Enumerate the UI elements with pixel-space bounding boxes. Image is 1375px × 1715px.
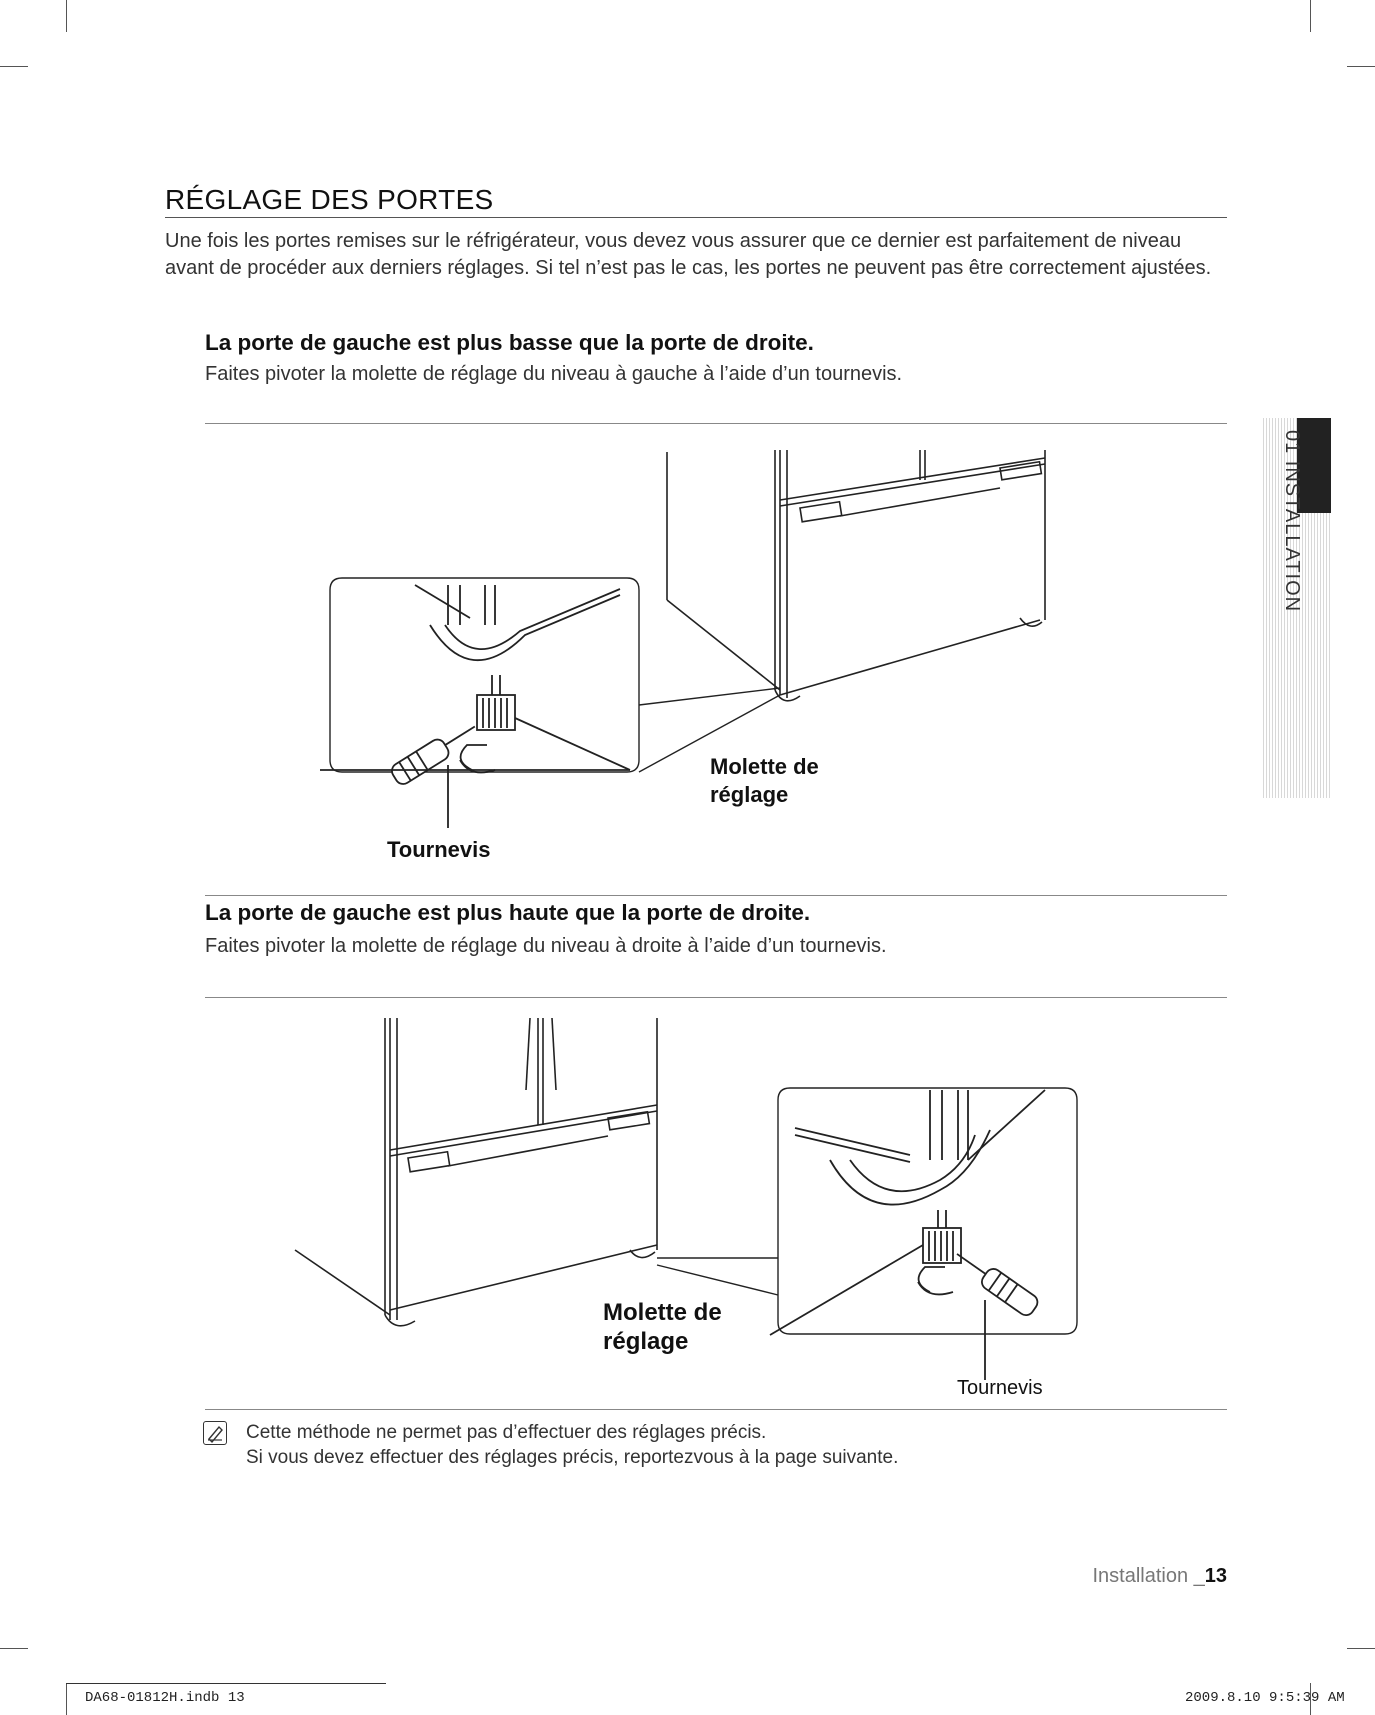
knob-label-2-line1: Molette de bbox=[603, 1299, 722, 1326]
knob-label-1-line1: Molette de bbox=[710, 754, 819, 779]
case1-title: La porte de gauche est plus basse que la porte de droite. bbox=[205, 330, 814, 355]
note-line-1: Cette méthode ne permet pas d’effectuer des réglages précis. bbox=[246, 1422, 767, 1443]
note-divider bbox=[205, 1409, 1227, 1410]
page-title: RÉGLAGE DES PORTES bbox=[165, 184, 494, 215]
case2-instruction: Faites pivoter la molette de réglage du niveau à droite à l’aide d’un tournevis. bbox=[205, 935, 887, 957]
case1-divider bbox=[205, 423, 1227, 424]
intro-paragraph: Une fois les portes remises sur le réfrigérateur, vous devez vous assurer que ce dernier est parfaitement de niveau avant de procéder aux derniers réglages. Si tel n’est pas le cas, les portes ne peuvent pas être correctement ajustées. bbox=[165, 230, 1212, 279]
chapter-tab-label: 01 INSTALLATION bbox=[1281, 430, 1303, 613]
page-number: 13 bbox=[1204, 1565, 1227, 1587]
screwdriver-label-1: Tournevis bbox=[387, 837, 491, 862]
crop-mark bbox=[1347, 1648, 1375, 1649]
knob-label-1 bbox=[710, 753, 819, 809]
illustration-left-door-lower bbox=[320, 440, 1060, 850]
knob-label-1-line2: réglage bbox=[710, 782, 789, 807]
case2-title: La porte de gauche est plus haute que la porte de droite. bbox=[205, 900, 811, 925]
crop-mark bbox=[1347, 66, 1375, 67]
crop-mark bbox=[66, 1683, 67, 1715]
footer-rule bbox=[66, 1683, 386, 1684]
title-divider bbox=[165, 217, 1227, 218]
page-section-label: Installation _ bbox=[1092, 1565, 1205, 1587]
knob-label-2 bbox=[603, 1298, 722, 1356]
case2-divider bbox=[205, 997, 1227, 998]
note-line-2: Si vous devez effectuer des réglages précis, reportezvous à la page suivante. bbox=[246, 1447, 899, 1468]
knob-label-2-line2: réglage bbox=[603, 1328, 689, 1355]
crop-mark bbox=[0, 1648, 28, 1649]
note-text bbox=[246, 1420, 898, 1470]
crop-mark bbox=[1310, 0, 1311, 32]
crop-mark bbox=[0, 66, 28, 67]
screwdriver-label-2: Tournevis bbox=[957, 1377, 1043, 1399]
case2-top-divider bbox=[205, 895, 1227, 896]
chapter-tab bbox=[1263, 418, 1331, 798]
case1-instruction: Faites pivoter la molette de réglage du niveau à gauche à l’aide d’un tournevis. bbox=[205, 363, 903, 385]
page-footer bbox=[1092, 1565, 1227, 1588]
print-file-info: DA68-01812H.indb 13 bbox=[85, 1690, 245, 1706]
crop-mark bbox=[66, 0, 67, 32]
print-timestamp: 2009.8.10 9:5:39 AM bbox=[1185, 1690, 1345, 1706]
note-icon bbox=[203, 1421, 227, 1445]
